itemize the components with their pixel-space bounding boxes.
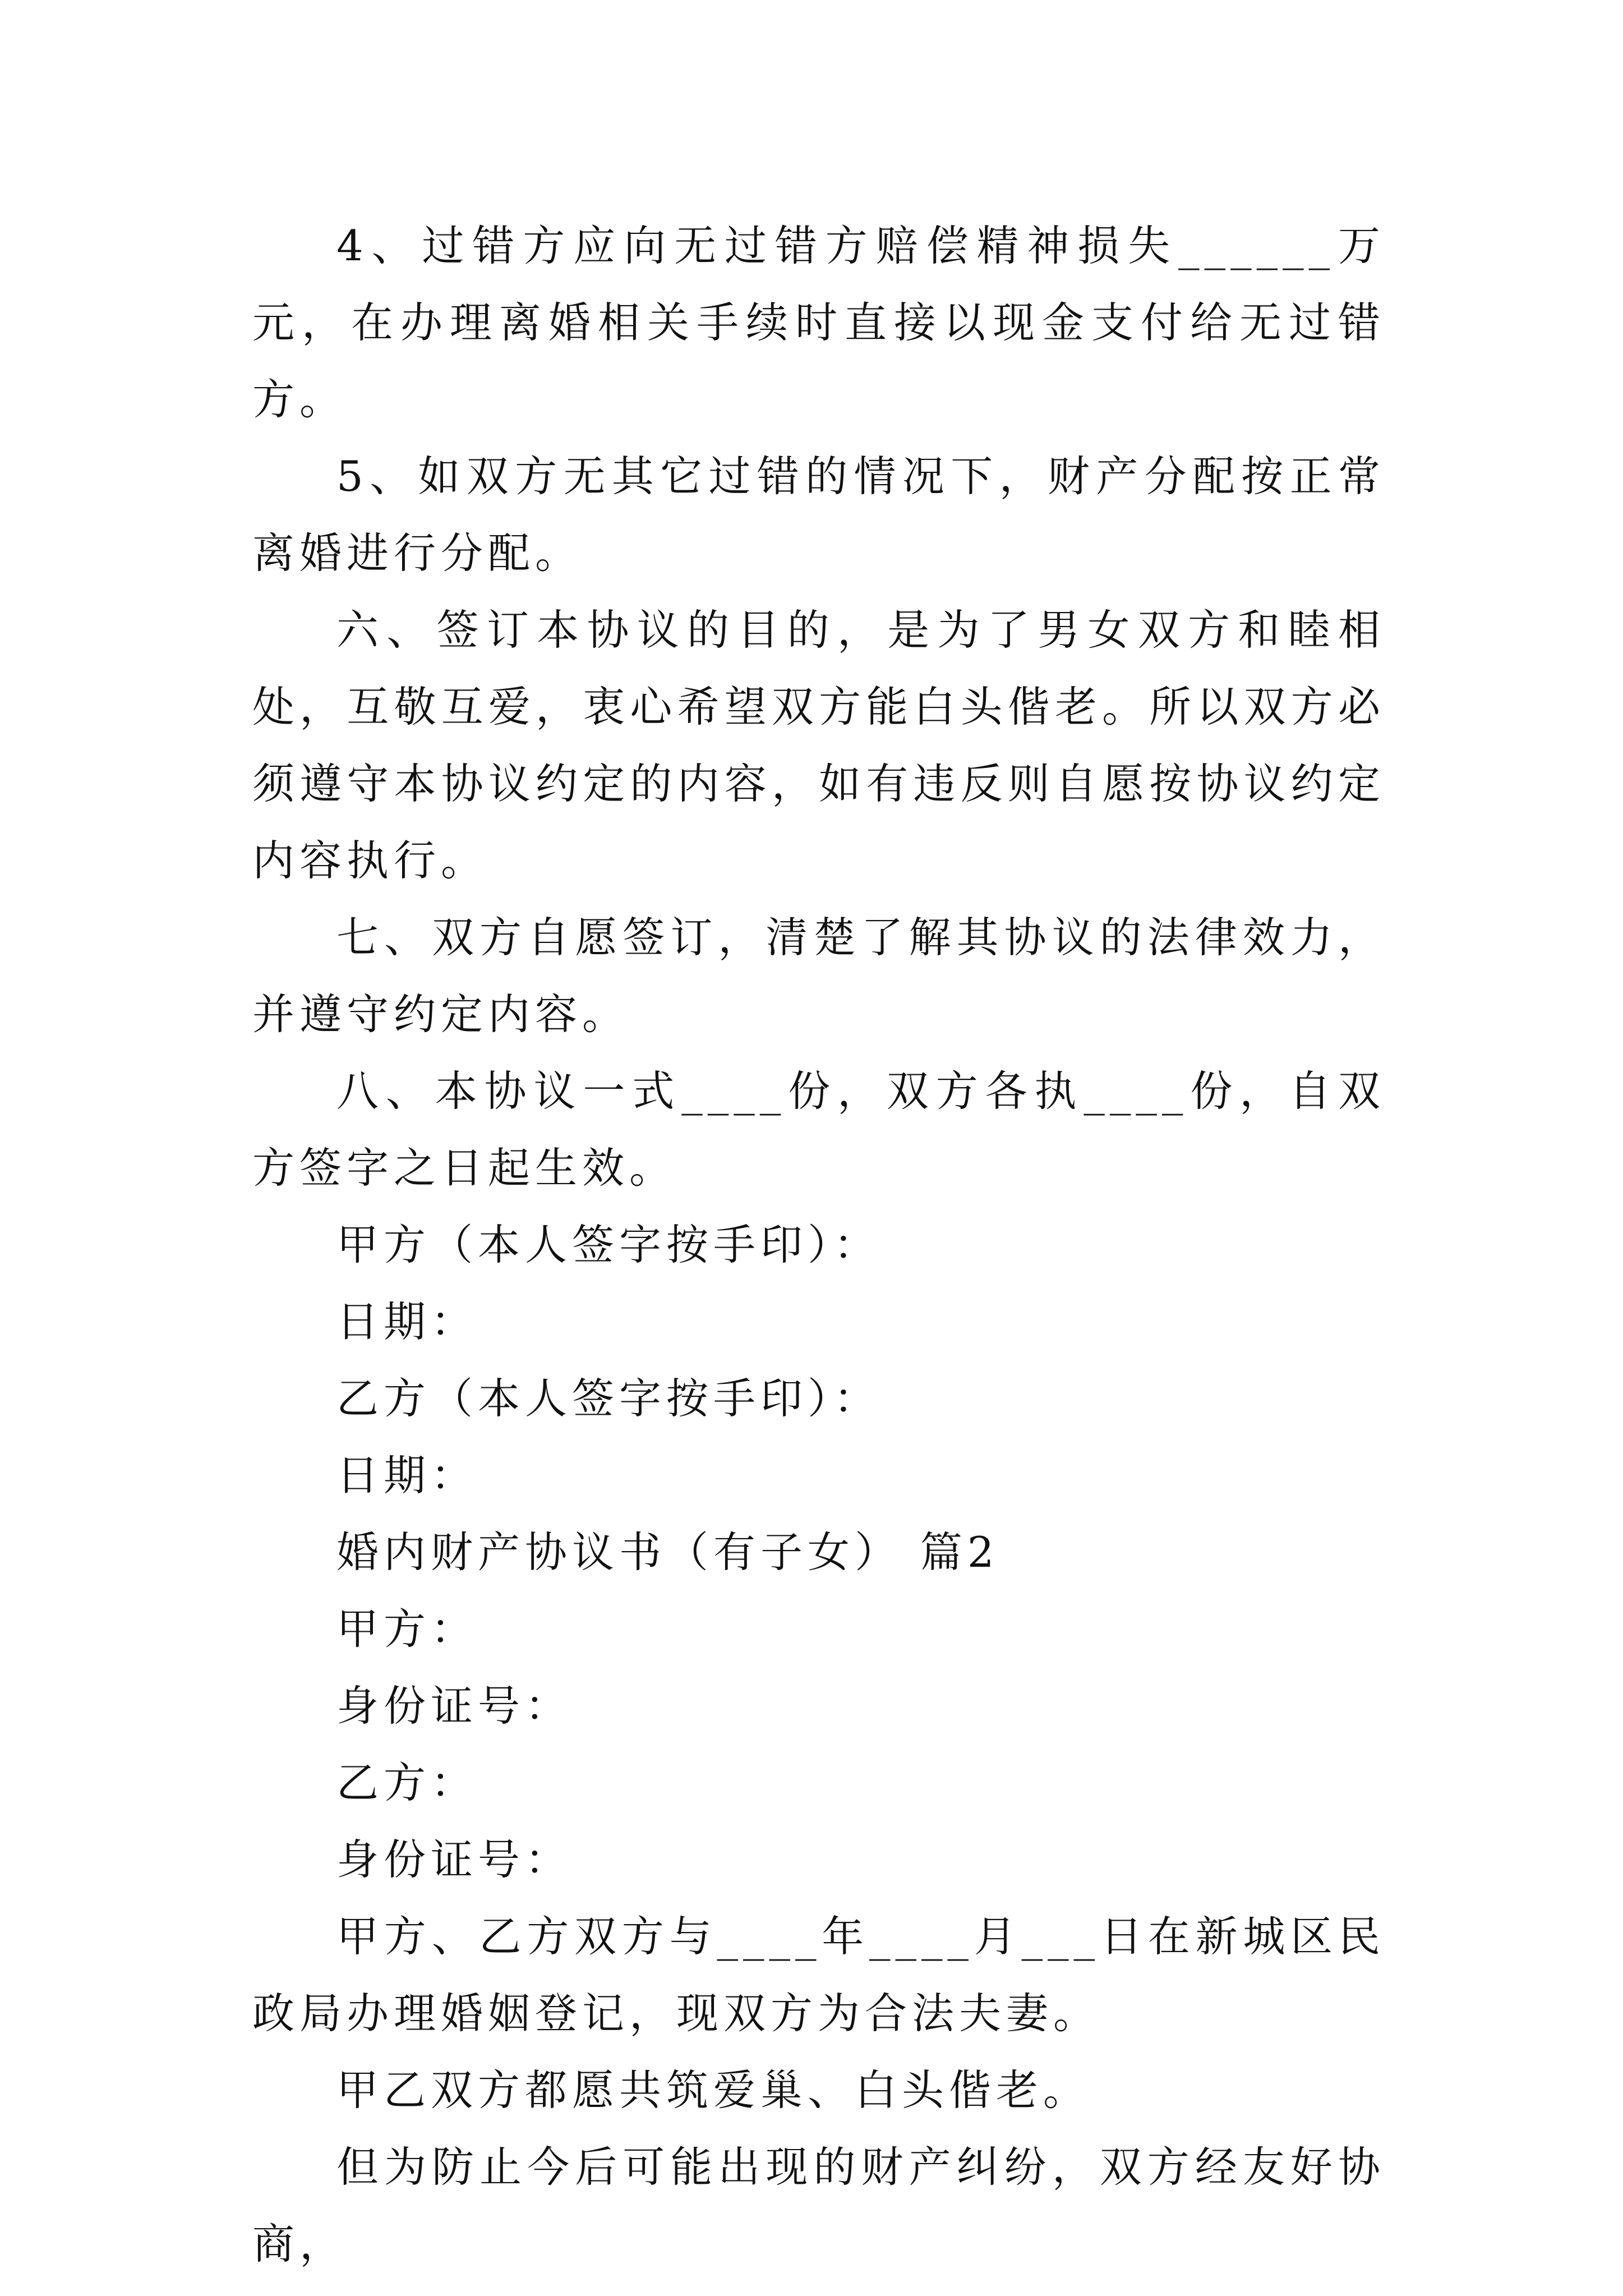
- party-b-signature: 乙方（本人签字按手印）：: [336, 1374, 881, 1423]
- clause-8-copies: 八、本协议一式____份，双方各执____份，自双方签字之日起生效。: [252, 1066, 1385, 1193]
- clause-6-purpose: 六、签订本协议的目的，是为了男女双方和睦相处，互敬互爱，衷心希望双方能白头偕老。所以双方必须遵守本协议约定的内容，如有违反则自愿按协议约定内容执行。: [252, 605, 1385, 885]
- party-b-date: 日期：: [336, 1451, 478, 1500]
- party-b-label: 乙方：: [336, 1758, 478, 1807]
- document-page: [252, 208, 1385, 2283]
- party-a-id-label: 身份证号：: [336, 1681, 573, 1731]
- clause-7-voluntary: 七、双方自愿签订，清楚了解其协议的法律效力，并遵守约定内容。: [252, 913, 1385, 1039]
- party-a-date: 日期：: [336, 1297, 478, 1346]
- mutual-wish: 甲乙双方都愿共筑爱巢、白头偕老。: [336, 2065, 1091, 2115]
- clause-4-compensation: 4、过错方应向无过错方赔偿精神损失______万元，在办理离婚相关手续时直接以现金支付给无过错方。: [252, 221, 1385, 424]
- clause-5-property-division: 5、如双方无其它过错的情况下，财产分配按正常离婚进行分配。: [252, 452, 1385, 578]
- party-a-label: 甲方：: [336, 1604, 478, 1654]
- section-title: 婚内财产协议书（有子女） 篇2: [336, 1527, 999, 1577]
- marriage-registration: 甲方、乙方双方与____年____月___日在新城区民政局办理婚姻登记，现双方为合法夫妻。: [252, 1912, 1385, 2038]
- dispute-prevention: 但为防止今后可能出现的财产纠纷，双方经友好协商，: [252, 2142, 1385, 2269]
- party-a-signature: 甲方（本人签字按手印）：: [336, 1220, 881, 1269]
- party-b-id-label: 身份证号：: [336, 1835, 573, 1884]
